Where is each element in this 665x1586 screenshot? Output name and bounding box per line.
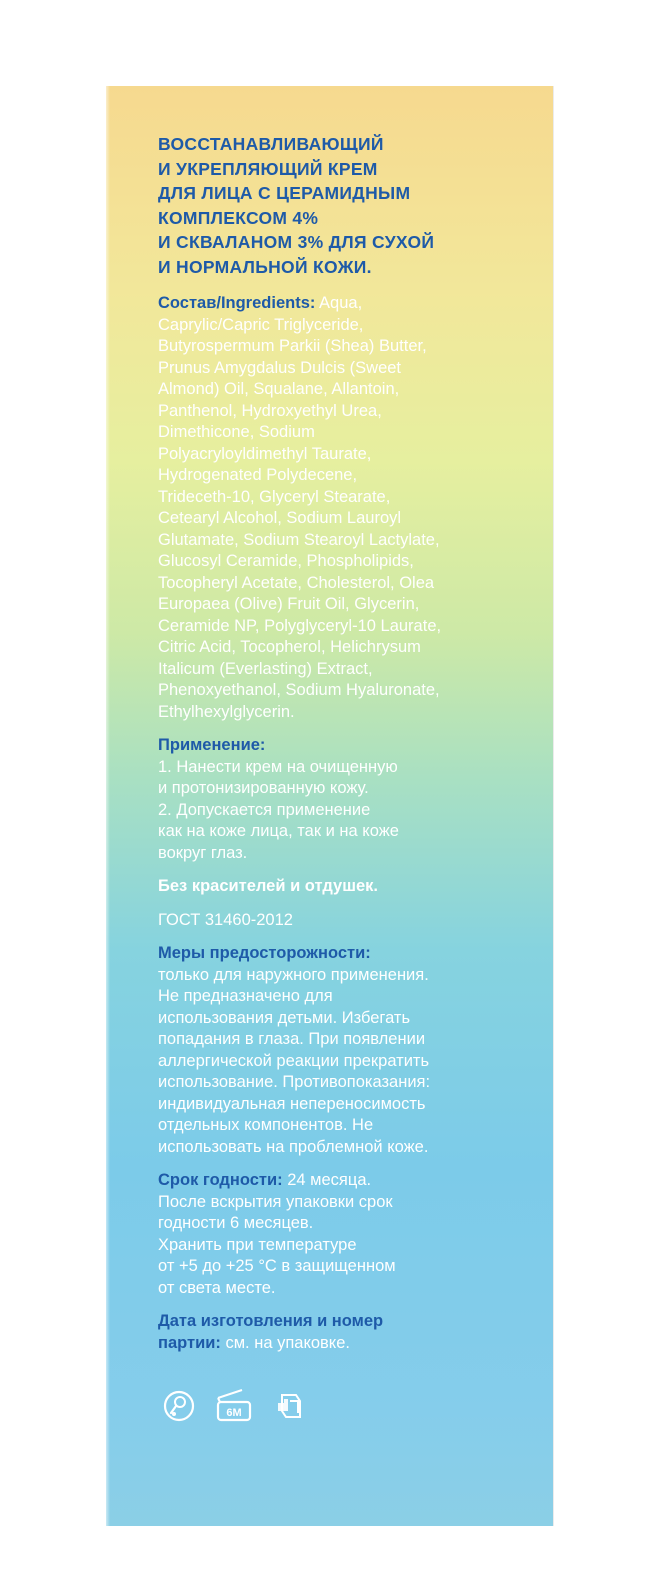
ingredients-line: Phenoxyethanol, Sodium Hyaluronate, (158, 681, 440, 699)
circle-mirror-icon (162, 1389, 196, 1423)
usage-line: и протонизированную кожу. (158, 779, 369, 797)
production-text: см. на упаковке. (220, 1333, 350, 1352)
precautions-line: отдельных компонентов. Не (158, 1116, 374, 1134)
shelf-life-line: от света месте. (158, 1278, 276, 1297)
shelf-life-block (158, 1170, 548, 1299)
title-line: ВОССТАНАВЛИВАЮЩИЙ (158, 134, 384, 154)
precautions-line: попадания в глаза. При появлении (158, 1030, 426, 1048)
title-line: КОМПЛЕКСОМ 4% (158, 207, 319, 228)
usage-block (158, 735, 548, 864)
shelf-life-label: Срок годности: (158, 1171, 283, 1189)
hand-box-icon (272, 1389, 306, 1423)
product-title (158, 132, 548, 279)
precautions-line: только для наружного применения. (158, 965, 429, 984)
ingredients-line: Cetearyl Alcohol, Sodium Lauroyl (158, 509, 402, 527)
usage-line: 1. Нанести крем на очищенную (158, 757, 398, 776)
shelf-life-line: Хранить при температуре (158, 1235, 357, 1254)
no-dyes-note (158, 876, 548, 898)
precautions-line: использование. Противопоказания: (158, 1073, 431, 1091)
shelf-life-line: годности 6 месяцев. (158, 1214, 314, 1232)
shelf-life-line: После вскрытия упаковки срок (158, 1192, 393, 1211)
precautions-line: использовать на проблемной коже. (158, 1137, 429, 1156)
precautions-line: Не предназначено для (158, 987, 333, 1005)
shelf-life-value: 24 месяца. (282, 1171, 372, 1189)
symbol-row (162, 1388, 306, 1424)
shelf-life-line: от +5 до +25 °С в защищенном (158, 1257, 396, 1275)
title-line: И УКРЕПЛЯЮЩИЙ КРЕМ (158, 158, 378, 179)
ingredients-line: Citric Acid, Tocopherol, Helichrysum (158, 638, 421, 656)
ingredients-line: Hydrogenated Polydecene, (158, 466, 358, 484)
usage-label: Применение: (158, 736, 266, 754)
production-label: Дата изготовления и номер (158, 1312, 384, 1330)
ingredients-line: Glucosyl Ceramide, Phospholipids, (158, 552, 414, 570)
ingredients-line: Italicum (Everlasting) Extract, (158, 659, 373, 678)
precautions-block (158, 943, 548, 1158)
gost-text: ГОСТ 31460-2012 (158, 910, 293, 929)
usage-line: вокруг глаз. (158, 843, 248, 862)
ingredients-line: Butyrospermum Parkii (Shea) Butter, (158, 337, 427, 355)
ingredients-line: Polyacryloyldimethyl Taurate, (158, 444, 372, 463)
gost-note (158, 910, 548, 932)
ingredients-line: Tocopheryl Acetate, Cholesterol, Olea (158, 573, 435, 592)
production-block (158, 1311, 548, 1354)
title-line: И НОРМАЛЬНОЙ КОЖИ. (158, 256, 372, 277)
ingredients-line: Dimethicone, Sodium (158, 423, 315, 441)
ingredients-text: Aqua, (315, 294, 363, 312)
precautions-line: аллергической реакции прекратить (158, 1051, 430, 1070)
usage-line: как на коже лица, так и на коже (158, 822, 399, 840)
precautions-line: использования детьми. Избегать (158, 1008, 411, 1027)
ingredients-line: Ceramide NP, Polyglyceryl-10 Laurate, (158, 616, 442, 635)
ingredients-line: Trideceth-10, Glyceryl Stearate, (158, 487, 391, 506)
precautions-line: индивидуальная непереносимость (158, 1094, 426, 1113)
ingredients-line: Panthenol, Hydroxyethyl Urea, (158, 401, 382, 420)
ingredients-label: Состав/Ingredients: (158, 294, 316, 312)
ingredients-line: Ethylhexylglycerin. (158, 702, 295, 721)
pao-label: 6M (226, 1407, 242, 1419)
ingredients-line: Glutamate, Sodium Stearoyl Lactylate, (158, 530, 440, 549)
ingredients-line: Europaea (Olive) Fruit Oil, Glycerin, (158, 595, 420, 613)
usage-line: 2. Допускается применение (158, 800, 371, 819)
title-line: И СКВАЛАНОМ 3% ДЛЯ СУХОЙ (158, 232, 435, 252)
box-edge-highlight (106, 86, 110, 1526)
ingredients-line: Almond) Oil, Squalane, Allantoin, (158, 380, 400, 398)
production-label-cont: партии: (158, 1333, 221, 1352)
pao-jar-icon (212, 1388, 256, 1424)
ingredients-line: Caprylic/Capric Triglyceride, (158, 315, 364, 334)
product-box (106, 86, 553, 1526)
precautions-label: Меры предосторожности: (158, 944, 371, 962)
ingredients-block (158, 293, 548, 723)
title-line: ДЛЯ ЛИЦА С ЦЕРАМИДНЫМ (158, 183, 411, 203)
box-text-panel (158, 132, 548, 1366)
no-dyes-text: Без красителей и отдушек. (158, 877, 378, 895)
ingredients-line: Prunus Amygdalus Dulcis (Sweet (158, 358, 402, 377)
